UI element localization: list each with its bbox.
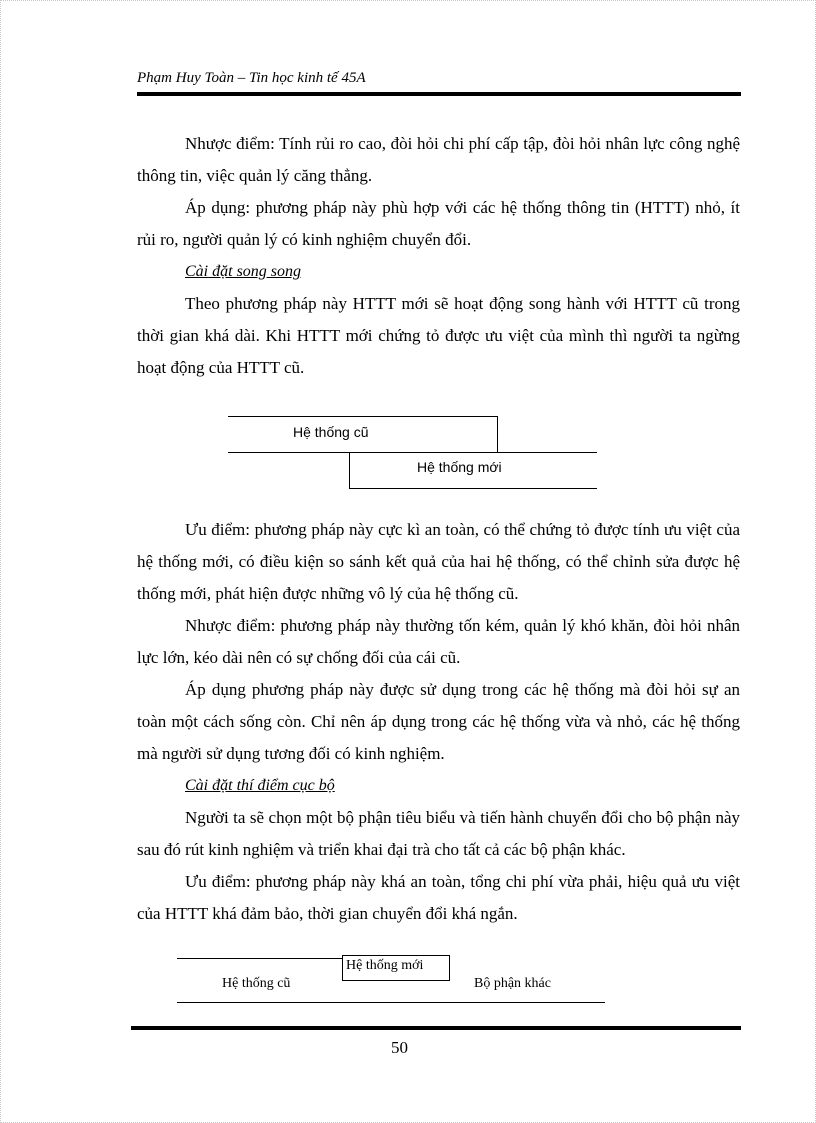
header-rule — [137, 92, 741, 96]
pilot-diagram-top-line — [177, 958, 343, 959]
paragraph-advantages-pilot: Ưu điểm: phương pháp này khá an toàn, tổng chi phí vừa phải, hiệu quả ưu việt của HTTT khá đảm bảo, thời gian chuyển đổi khá ngắn. — [137, 872, 740, 923]
paragraph-advantages-parallel: Ưu điểm: phương pháp này cực kì an toàn, có thể chứng tỏ được tính ưu việt của hệ thống mới, có điều kiện so sánh kết quả của hai hệ thống, có thể chỉnh sửa được hệ thống mới, phát hiện được những vô lý của hệ thống cũ. — [137, 520, 740, 603]
running-header: Phạm Huy Toàn – Tin học kinh tế 45A — [137, 70, 366, 86]
old-system-label: Hệ thống cũ — [293, 424, 369, 440]
pilot-new-system-label: Hệ thống mới — [346, 958, 424, 973]
paragraph-pilot-desc: Người ta sẽ chọn một bộ phận tiêu biểu và tiến hành chuyển đổi cho bộ phận này sau đó rút kinh nghiệm và triển khai đại trà cho tất cả các bộ phận khác. — [137, 808, 740, 859]
subheading-parallel: Cài đặt song song — [185, 263, 302, 280]
paragraph-application-parallel: Áp dụng phương pháp này được sử dụng trong các hệ thống mà đòi hỏi sự an toàn một cách sống còn. Chỉ nên áp dụng trong các hệ thống vừa và nhỏ, các hệ thống mà người sử dụng tương đối có kinh nghiệm. — [137, 680, 740, 763]
paragraph-disadvantages-parallel: Nhược điểm: phương pháp này thường tốn kém, quản lý khó khăn, đòi hỏi nhân lực lớn, kéo dài nên có sự chống đối của cái cũ. — [137, 616, 740, 667]
pilot-diagram-bottom-line — [177, 1002, 605, 1003]
subheading-pilot: Cài đặt thí điểm cục bộ — [185, 777, 335, 794]
body-block-2 — [137, 514, 740, 930]
page-number: 50 — [391, 1038, 408, 1057]
pilot-other-part-label: Bộ phận khác — [474, 976, 551, 991]
paragraph-application-1: Áp dụng: phương pháp này phù hợp với các hệ thống thông tin (HTTT) nhỏ, ít rủi ro, người quản lý có kinh nghiệm chuyển đổi. — [137, 198, 740, 249]
body-block-1 — [137, 128, 740, 384]
pilot-old-system-label: Hệ thống cũ — [222, 976, 291, 991]
paragraph-disadvantages-1: Nhược điểm: Tính rủi ro cao, đòi hỏi chi phí cấp tập, đòi hỏi nhân lực công nghệ thông tin, việc quản lý căng thẳng. — [137, 134, 740, 185]
new-system-label: Hệ thống mới — [417, 459, 502, 475]
footer-rule — [131, 1026, 741, 1030]
paragraph-parallel-desc: Theo phương pháp này HTTT mới sẽ hoạt động song hành với HTTT cũ trong thời gian khá dài. Khi HTTT mới chứng tỏ được ưu việt của mình thì người ta ngừng hoạt động của HTTT cũ. — [137, 294, 740, 377]
